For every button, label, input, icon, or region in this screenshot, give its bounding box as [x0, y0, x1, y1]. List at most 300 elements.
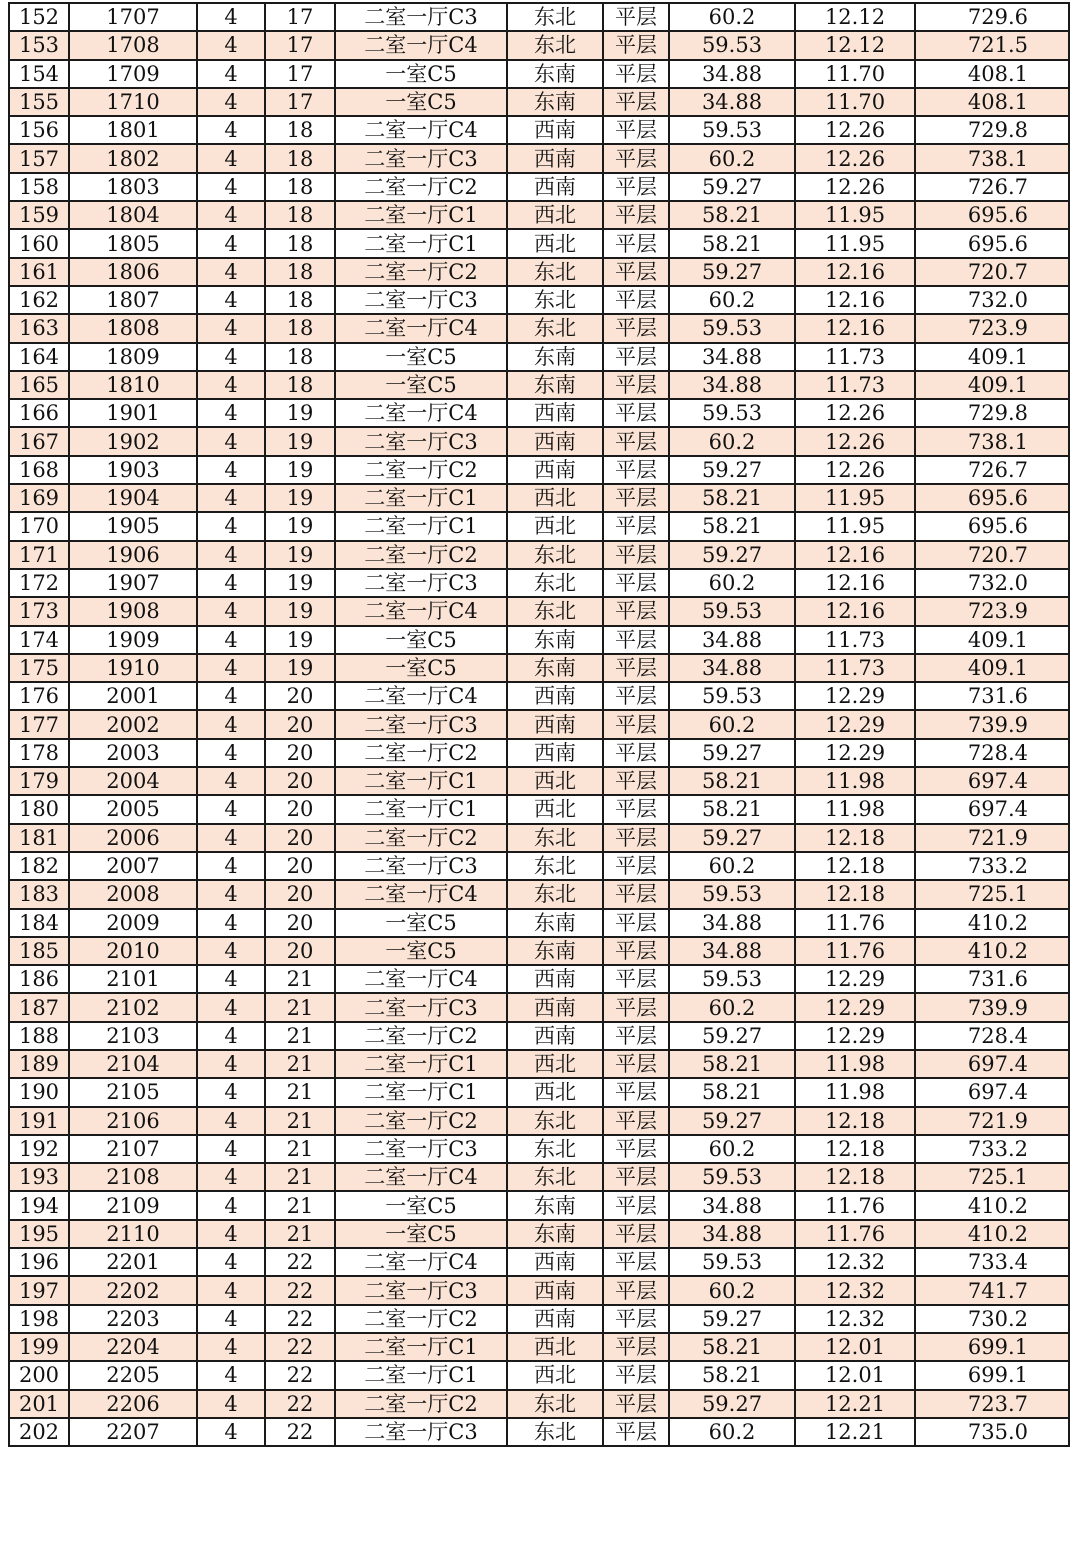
floor-cell: 22: [265, 1248, 335, 1276]
unit-price-cell: 12.18: [795, 852, 915, 880]
area-cell: 34.88: [669, 371, 795, 399]
orientation-cell: 东南: [507, 371, 603, 399]
area-cell: 58.21: [669, 767, 795, 795]
seq-cell: 175: [9, 654, 69, 682]
total-price-cell: 721.9: [915, 824, 1069, 852]
floor-cell: 17: [265, 31, 335, 59]
seq-cell: 165: [9, 371, 69, 399]
unit-price-cell: 12.16: [795, 258, 915, 286]
unit-cell: 4: [197, 1135, 265, 1163]
table-row: [9, 852, 1069, 880]
room-no-cell: 1801: [69, 116, 197, 144]
orientation-cell: 西北: [507, 767, 603, 795]
unit-price-cell: 12.18: [795, 1163, 915, 1191]
type-cell: 平层: [603, 173, 669, 201]
type-cell: 平层: [603, 3, 669, 31]
orientation-cell: 东南: [507, 343, 603, 371]
unit-cell: 4: [197, 1305, 265, 1333]
unit-cell: 4: [197, 937, 265, 965]
unit-cell: 4: [197, 1191, 265, 1219]
area-cell: 60.2: [669, 852, 795, 880]
type-cell: 平层: [603, 88, 669, 116]
unit-price-cell: 12.16: [795, 569, 915, 597]
unit-cell: 4: [197, 1276, 265, 1304]
orientation-cell: 东北: [507, 1418, 603, 1446]
table-row: [9, 1333, 1069, 1361]
total-price-cell: 695.6: [915, 484, 1069, 512]
type-cell: 平层: [603, 1305, 669, 1333]
table-row: [9, 371, 1069, 399]
floor-cell: 18: [265, 343, 335, 371]
layout-cell: 一室C5: [335, 1220, 507, 1248]
unit-cell: 4: [197, 173, 265, 201]
orientation-cell: 东北: [507, 3, 603, 31]
layout-cell: 二室一厅C3: [335, 1276, 507, 1304]
table-row: [9, 739, 1069, 767]
total-price-cell: 723.7: [915, 1390, 1069, 1418]
table-row: [9, 767, 1069, 795]
area-cell: 59.53: [669, 880, 795, 908]
total-price-cell: 733.2: [915, 852, 1069, 880]
type-cell: 平层: [603, 1276, 669, 1304]
area-cell: 60.2: [669, 286, 795, 314]
layout-cell: 二室一厅C3: [335, 569, 507, 597]
unit-price-cell: 12.16: [795, 314, 915, 342]
total-price-cell: 410.2: [915, 1220, 1069, 1248]
area-cell: 60.2: [669, 1418, 795, 1446]
seq-cell: 179: [9, 767, 69, 795]
room-no-cell: 2001: [69, 682, 197, 710]
orientation-cell: 西北: [507, 1361, 603, 1389]
table-row: [9, 343, 1069, 371]
total-price-cell: 409.1: [915, 371, 1069, 399]
layout-cell: 二室一厅C4: [335, 31, 507, 59]
room-no-cell: 1904: [69, 484, 197, 512]
unit-cell: 4: [197, 767, 265, 795]
table-row: [9, 1191, 1069, 1219]
unit-cell: 4: [197, 909, 265, 937]
unit-price-cell: 11.73: [795, 371, 915, 399]
layout-cell: 二室一厅C4: [335, 116, 507, 144]
unit-cell: 4: [197, 993, 265, 1021]
floor-cell: 22: [265, 1390, 335, 1418]
table-row: [9, 880, 1069, 908]
seq-cell: 197: [9, 1276, 69, 1304]
type-cell: 平层: [603, 1333, 669, 1361]
total-price-cell: 408.1: [915, 60, 1069, 88]
type-cell: 平层: [603, 1050, 669, 1078]
seq-cell: 182: [9, 852, 69, 880]
table-row: [9, 597, 1069, 625]
unit-price-cell: 12.01: [795, 1333, 915, 1361]
unit-cell: 4: [197, 60, 265, 88]
total-price-cell: 697.4: [915, 1050, 1069, 1078]
room-no-cell: 1707: [69, 3, 197, 31]
unit-price-cell: 12.29: [795, 739, 915, 767]
floor-cell: 19: [265, 626, 335, 654]
orientation-cell: 东南: [507, 654, 603, 682]
total-price-cell: 699.1: [915, 1333, 1069, 1361]
unit-cell: 4: [197, 541, 265, 569]
layout-cell: 二室一厅C1: [335, 795, 507, 823]
orientation-cell: 东北: [507, 1107, 603, 1135]
table-row: [9, 824, 1069, 852]
area-cell: 34.88: [669, 1220, 795, 1248]
seq-cell: 157: [9, 144, 69, 172]
type-cell: 平层: [603, 1390, 669, 1418]
total-price-cell: 728.4: [915, 739, 1069, 767]
unit-price-cell: 12.32: [795, 1248, 915, 1276]
floor-cell: 18: [265, 144, 335, 172]
layout-cell: 二室一厅C2: [335, 1390, 507, 1418]
floor-cell: 18: [265, 258, 335, 286]
type-cell: 平层: [603, 682, 669, 710]
table-row: [9, 1220, 1069, 1248]
type-cell: 平层: [603, 343, 669, 371]
unit-cell: 4: [197, 1333, 265, 1361]
room-no-cell: 1805: [69, 229, 197, 257]
total-price-cell: 739.9: [915, 993, 1069, 1021]
type-cell: 平层: [603, 1248, 669, 1276]
floor-cell: 20: [265, 880, 335, 908]
type-cell: 平层: [603, 456, 669, 484]
area-cell: 58.21: [669, 229, 795, 257]
unit-price-cell: 12.16: [795, 597, 915, 625]
area-cell: 34.88: [669, 654, 795, 682]
type-cell: 平层: [603, 541, 669, 569]
area-cell: 59.27: [669, 173, 795, 201]
type-cell: 平层: [603, 993, 669, 1021]
table-row: [9, 1050, 1069, 1078]
unit-cell: 4: [197, 569, 265, 597]
layout-cell: 二室一厅C1: [335, 512, 507, 540]
seq-cell: 185: [9, 937, 69, 965]
type-cell: 平层: [603, 1107, 669, 1135]
unit-price-cell: 11.98: [795, 795, 915, 823]
unit-cell: 4: [197, 116, 265, 144]
seq-cell: 200: [9, 1361, 69, 1389]
total-price-cell: 720.7: [915, 541, 1069, 569]
area-cell: 58.21: [669, 484, 795, 512]
type-cell: 平层: [603, 654, 669, 682]
unit-cell: 4: [197, 626, 265, 654]
room-no-cell: 2105: [69, 1078, 197, 1106]
area-cell: 60.2: [669, 1276, 795, 1304]
seq-cell: 161: [9, 258, 69, 286]
seq-cell: 159: [9, 201, 69, 229]
room-no-cell: 2203: [69, 1305, 197, 1333]
seq-cell: 153: [9, 31, 69, 59]
unit-cell: 4: [197, 1390, 265, 1418]
floor-cell: 20: [265, 937, 335, 965]
floor-cell: 19: [265, 654, 335, 682]
area-cell: 58.21: [669, 201, 795, 229]
type-cell: 平层: [603, 1220, 669, 1248]
floor-cell: 19: [265, 456, 335, 484]
table-row: [9, 1305, 1069, 1333]
floor-cell: 21: [265, 1078, 335, 1106]
area-cell: 59.53: [669, 682, 795, 710]
type-cell: 平层: [603, 626, 669, 654]
unit-cell: 4: [197, 371, 265, 399]
floor-cell: 20: [265, 767, 335, 795]
unit-cell: 4: [197, 795, 265, 823]
orientation-cell: 东南: [507, 60, 603, 88]
table-row: [9, 993, 1069, 1021]
type-cell: 平层: [603, 1163, 669, 1191]
floor-cell: 20: [265, 710, 335, 738]
floor-cell: 20: [265, 795, 335, 823]
unit-cell: 4: [197, 456, 265, 484]
orientation-cell: 东北: [507, 31, 603, 59]
table-row: [9, 1078, 1069, 1106]
unit-price-cell: 11.76: [795, 1220, 915, 1248]
room-no-cell: 1902: [69, 427, 197, 455]
total-price-cell: 697.4: [915, 767, 1069, 795]
unit-cell: 4: [197, 31, 265, 59]
layout-cell: 二室一厅C3: [335, 1418, 507, 1446]
orientation-cell: 东北: [507, 852, 603, 880]
unit-price-cell: 11.70: [795, 88, 915, 116]
type-cell: 平层: [603, 795, 669, 823]
layout-cell: 一室C5: [335, 937, 507, 965]
unit-price-cell: 12.16: [795, 541, 915, 569]
table-row: [9, 427, 1069, 455]
room-no-cell: 2005: [69, 795, 197, 823]
unit-cell: 4: [197, 484, 265, 512]
orientation-cell: 西北: [507, 229, 603, 257]
type-cell: 平层: [603, 1078, 669, 1106]
room-no-cell: 1810: [69, 371, 197, 399]
table-row: [9, 399, 1069, 427]
floor-cell: 19: [265, 399, 335, 427]
table-row: [9, 1163, 1069, 1191]
total-price-cell: 733.2: [915, 1135, 1069, 1163]
type-cell: 平层: [603, 1418, 669, 1446]
room-no-cell: 1802: [69, 144, 197, 172]
type-cell: 平层: [603, 201, 669, 229]
type-cell: 平层: [603, 484, 669, 512]
room-no-cell: 2103: [69, 1022, 197, 1050]
seq-cell: 154: [9, 60, 69, 88]
area-cell: 59.53: [669, 399, 795, 427]
layout-cell: 二室一厅C1: [335, 484, 507, 512]
orientation-cell: 西南: [507, 1248, 603, 1276]
area-cell: 59.27: [669, 1390, 795, 1418]
table-row: [9, 60, 1069, 88]
total-price-cell: 409.1: [915, 626, 1069, 654]
unit-cell: 4: [197, 229, 265, 257]
area-cell: 59.27: [669, 824, 795, 852]
seq-cell: 162: [9, 286, 69, 314]
unit-price-cell: 12.18: [795, 824, 915, 852]
room-no-cell: 1803: [69, 173, 197, 201]
unit-price-cell: 12.18: [795, 880, 915, 908]
orientation-cell: 西北: [507, 1333, 603, 1361]
layout-cell: 二室一厅C3: [335, 427, 507, 455]
total-price-cell: 726.7: [915, 456, 1069, 484]
unit-price-cell: 12.01: [795, 1361, 915, 1389]
unit-cell: 4: [197, 1050, 265, 1078]
room-no-cell: 2010: [69, 937, 197, 965]
unit-price-cell: 12.18: [795, 1135, 915, 1163]
layout-cell: 二室一厅C4: [335, 314, 507, 342]
area-cell: 60.2: [669, 710, 795, 738]
total-price-cell: 738.1: [915, 144, 1069, 172]
table-row: [9, 144, 1069, 172]
room-no-cell: 2207: [69, 1418, 197, 1446]
floor-cell: 19: [265, 569, 335, 597]
table-row: [9, 484, 1069, 512]
orientation-cell: 西南: [507, 144, 603, 172]
seq-cell: 189: [9, 1050, 69, 1078]
area-cell: 34.88: [669, 88, 795, 116]
type-cell: 平层: [603, 116, 669, 144]
orientation-cell: 西南: [507, 456, 603, 484]
area-cell: 59.53: [669, 597, 795, 625]
orientation-cell: 东北: [507, 1163, 603, 1191]
orientation-cell: 东南: [507, 1191, 603, 1219]
unit-cell: 4: [197, 427, 265, 455]
area-cell: 59.53: [669, 31, 795, 59]
layout-cell: 二室一厅C3: [335, 3, 507, 31]
seq-cell: 167: [9, 427, 69, 455]
floor-cell: 20: [265, 682, 335, 710]
unit-cell: 4: [197, 824, 265, 852]
area-cell: 60.2: [669, 427, 795, 455]
floor-cell: 21: [265, 1220, 335, 1248]
unit-cell: 4: [197, 512, 265, 540]
unit-cell: 4: [197, 1022, 265, 1050]
unit-cell: 4: [197, 144, 265, 172]
table-row: [9, 909, 1069, 937]
floor-cell: 19: [265, 484, 335, 512]
area-cell: 58.21: [669, 1361, 795, 1389]
floor-cell: 22: [265, 1418, 335, 1446]
seq-cell: 168: [9, 456, 69, 484]
unit-price-cell: 12.29: [795, 682, 915, 710]
orientation-cell: 西南: [507, 1022, 603, 1050]
orientation-cell: 东北: [507, 1390, 603, 1418]
unit-price-cell: 11.76: [795, 937, 915, 965]
total-price-cell: 409.1: [915, 343, 1069, 371]
layout-cell: 二室一厅C1: [335, 767, 507, 795]
room-no-cell: 2109: [69, 1191, 197, 1219]
floor-cell: 21: [265, 1050, 335, 1078]
seq-cell: 164: [9, 343, 69, 371]
unit-price-cell: 11.70: [795, 60, 915, 88]
unit-cell: 4: [197, 739, 265, 767]
floor-cell: 21: [265, 993, 335, 1021]
type-cell: 平层: [603, 710, 669, 738]
layout-cell: 一室C5: [335, 626, 507, 654]
seq-cell: 187: [9, 993, 69, 1021]
type-cell: 平层: [603, 60, 669, 88]
total-price-cell: 741.7: [915, 1276, 1069, 1304]
total-price-cell: 695.6: [915, 201, 1069, 229]
unit-cell: 4: [197, 682, 265, 710]
total-price-cell: 725.1: [915, 1163, 1069, 1191]
orientation-cell: 东北: [507, 824, 603, 852]
floor-cell: 19: [265, 512, 335, 540]
seq-cell: 156: [9, 116, 69, 144]
orientation-cell: 东南: [507, 937, 603, 965]
seq-cell: 176: [9, 682, 69, 710]
unit-price-cell: 12.16: [795, 286, 915, 314]
seq-cell: 192: [9, 1135, 69, 1163]
room-no-cell: 1807: [69, 286, 197, 314]
area-cell: 34.88: [669, 1191, 795, 1219]
table-row: [9, 654, 1069, 682]
orientation-cell: 西北: [507, 201, 603, 229]
type-cell: 平层: [603, 144, 669, 172]
unit-cell: 4: [197, 1418, 265, 1446]
seq-cell: 158: [9, 173, 69, 201]
unit-price-cell: 12.26: [795, 427, 915, 455]
orientation-cell: 东南: [507, 909, 603, 937]
type-cell: 平层: [603, 512, 669, 540]
total-price-cell: 728.4: [915, 1022, 1069, 1050]
unit-price-cell: 11.95: [795, 229, 915, 257]
orientation-cell: 西南: [507, 399, 603, 427]
unit-price-cell: 11.76: [795, 1191, 915, 1219]
type-cell: 平层: [603, 852, 669, 880]
seq-cell: 190: [9, 1078, 69, 1106]
orientation-cell: 西南: [507, 1276, 603, 1304]
area-cell: 59.53: [669, 1163, 795, 1191]
unit-price-cell: 12.26: [795, 173, 915, 201]
unit-cell: 4: [197, 852, 265, 880]
unit-price-cell: 12.32: [795, 1305, 915, 1333]
area-cell: 34.88: [669, 343, 795, 371]
room-no-cell: 2006: [69, 824, 197, 852]
table-row: [9, 201, 1069, 229]
total-price-cell: 410.2: [915, 937, 1069, 965]
room-no-cell: 1907: [69, 569, 197, 597]
orientation-cell: 西南: [507, 116, 603, 144]
room-no-cell: 1806: [69, 258, 197, 286]
unit-cell: 4: [197, 965, 265, 993]
seq-cell: 160: [9, 229, 69, 257]
orientation-cell: 东北: [507, 258, 603, 286]
layout-cell: 二室一厅C4: [335, 965, 507, 993]
total-price-cell: 729.6: [915, 3, 1069, 31]
area-cell: 60.2: [669, 993, 795, 1021]
unit-price-cell: 11.95: [795, 512, 915, 540]
layout-cell: 二室一厅C4: [335, 682, 507, 710]
unit-price-cell: 12.26: [795, 399, 915, 427]
area-cell: 59.53: [669, 1248, 795, 1276]
type-cell: 平层: [603, 569, 669, 597]
room-no-cell: 2108: [69, 1163, 197, 1191]
area-cell: 59.27: [669, 1107, 795, 1135]
unit-price-cell: 11.73: [795, 343, 915, 371]
layout-cell: 二室一厅C4: [335, 1248, 507, 1276]
layout-cell: 一室C5: [335, 371, 507, 399]
total-price-cell: 731.6: [915, 682, 1069, 710]
room-no-cell: 2202: [69, 1276, 197, 1304]
seq-cell: 183: [9, 880, 69, 908]
orientation-cell: 西北: [507, 484, 603, 512]
floor-cell: 22: [265, 1305, 335, 1333]
room-no-cell: 2102: [69, 993, 197, 1021]
orientation-cell: 西南: [507, 710, 603, 738]
seq-cell: 199: [9, 1333, 69, 1361]
total-price-cell: 732.0: [915, 569, 1069, 597]
room-no-cell: 1905: [69, 512, 197, 540]
orientation-cell: 西南: [507, 427, 603, 455]
total-price-cell: 726.7: [915, 173, 1069, 201]
